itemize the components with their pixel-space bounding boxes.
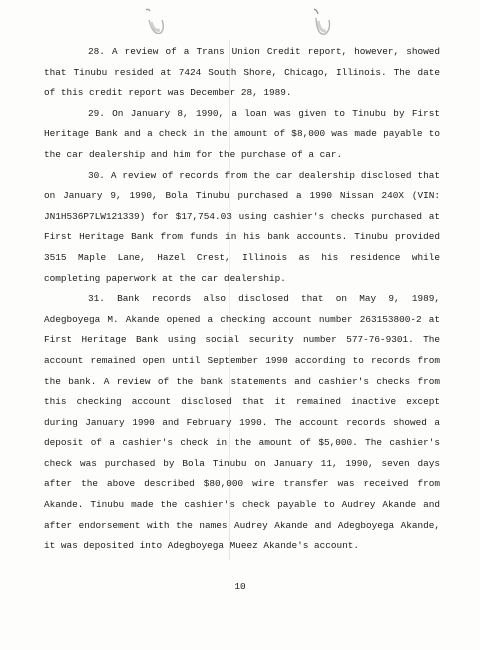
document-body (44, 42, 440, 557)
punch-hole-mark-left (140, 6, 166, 44)
paragraph-31: 31. Bank records also disclosed that on May 9, 1989, Adegboyega M. Akande opened a checking account number 263153800-2 at First Heritage Bank using social security number 577-76-9301. The account remained open until September 1990 according to records from the bank. A review of the bank statements and cashier's checks from this checking account disclosed that it remained inactive except during January 1990 and February 1990. The account records showed a deposit of a cashier's check in the amount of $5,000. The cashier's check was purchased by Bola Tinubu on January 11, 1990, seven days after the above described $80,000 wire transfer was received from Akande. Tinubu made the cashier's check payable to Audrey Akande and after endorsement with the names Audrey Akande and Adegboyega Akande, it was deposited into Adegboyega Mueez Akande's account. (44, 293, 440, 552)
paragraph-28: 28. A review of a Trans Union Credit report, however, showed that Tinubu resided at 7424 South Shore, Chicago, Illinois. The date of this credit report was December 28, 1989. (44, 46, 440, 99)
punch-hole-mark-right (306, 6, 332, 44)
paragraph-29: 29. On January 8, 1990, a loan was given to Tinubu by First Heritage Bank and a check in the amount of $8,000 was made payable to the car dealership and him for the purchase of a car. (44, 107, 440, 160)
page-number: 10 (234, 581, 246, 592)
paragraph-30: 30. A review of records from the car dealership disclosed that on January 9, 1990, Bola Tinubu purchased a 1990 Nissan 240X (VIN: JN1H536P7LW121339) for $17,754.03 using cashier's checks purchased at First Heritage Bank from funds in his bank accounts. Tinubu provided 3515 Maple Lane, Hazel Crest, Illinois as his residence while completing paperwork at the car dealership. (44, 169, 440, 284)
